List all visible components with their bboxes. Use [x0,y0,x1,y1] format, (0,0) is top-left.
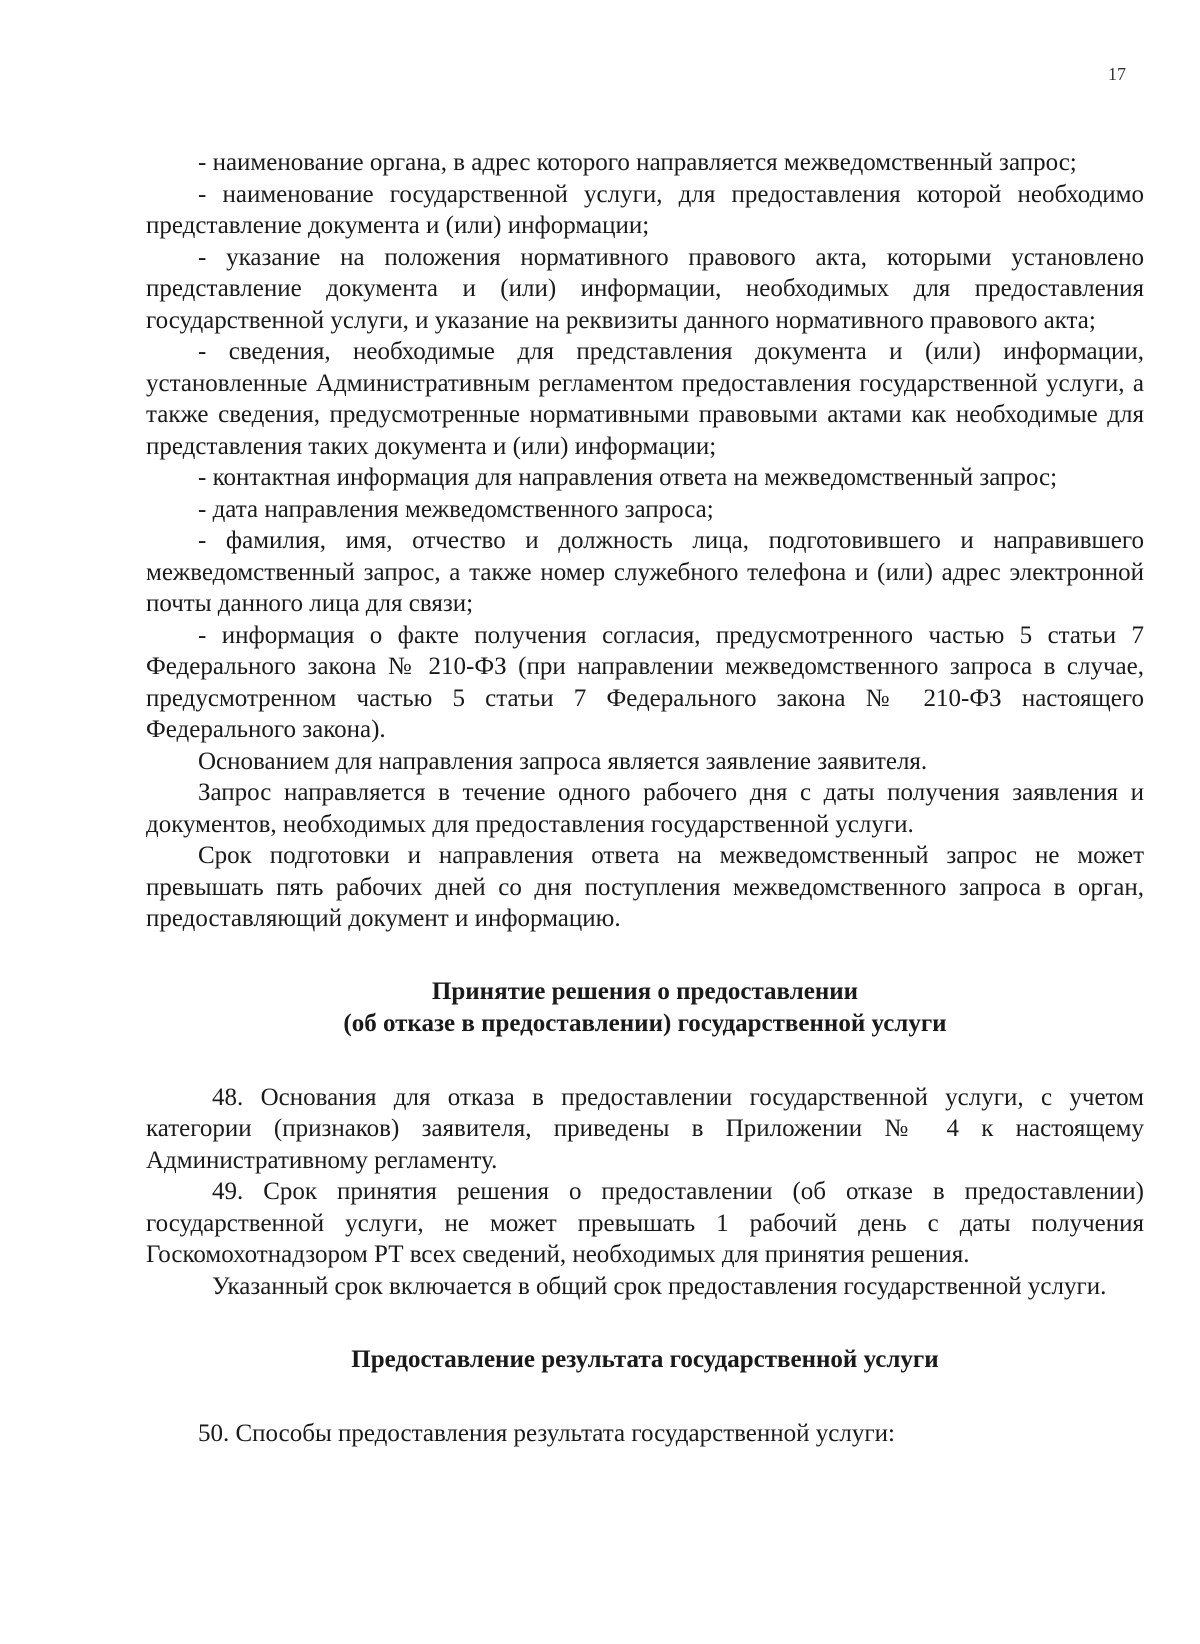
list-item: - наименование органа, в адрес которого направляется межведомственный запрос; [198,149,1077,176]
list-item: - дата направления межведомственного запроса; [198,495,714,523]
list-item: - фамилия, имя, отчество и должность лица, подготовившего и направившего межведомственный запрос, а также номер служебного телефона и (или) адрес электронной почты данного лица для связи; [146,527,1144,617]
list-item: - контактная информация для направления ответа на межведомственный запрос; [198,464,1058,491]
page-number: 17 [1108,64,1126,84]
list-item: - сведения, необходимые для представления документа и (или) информации, установленные Административным регламентом предоставления государственной услуги, а также сведения, предусмотренные нормативными правовыми актами как необходимые для представления таких документа и (или) информации; [146,338,1144,460]
paragraph-49: 49. Срок принятия решения о предоставлении (об отказе в предоставлении) государственной услуги, не может превышать 1 рабочий день с даты получения Госкомохотнадзором РТ всех сведений, необходимых для принятия решения. [146,1178,1144,1268]
section-heading-line: (об отказе в предоставлении) государственной услуги [343,1009,947,1037]
paragraph-48: 48. Основания для отказа в предоставлении государственной услуги, с учетом категории (признаков) заявителя, приведены в Приложении № 4 к настоящему Административному регламенту. [146,1083,1144,1174]
paragraph: Запрос направляется в течение одного рабочего дня с даты получения заявления и документов, необходимых для предоставления государственной услуги. [146,779,1144,838]
list-item: - наименование государственной услуги, для предоставления которой необходимо представление документа и (или) информации; [146,180,1144,239]
list-item: - информация о факте получения согласия, предусмотренного частью 5 статьи 7 Федерального закона № 210-ФЗ (при направлении межведомственного запроса в случае, предусмотренном частью 5 статьи 7 Федерального закона № 210-ФЗ настоящего Федерального закона). [146,621,1144,743]
paragraph: Основанием для направления запроса является заявление заявителя. [198,747,928,775]
list-item: - указание на положения нормативного правового акта, которыми установлено представление документа и (или) информации, необходимых для предоставления государственной услуги, и указание на реквизиты данного нормативного правового акта; [146,243,1144,334]
paragraph: Указанный срок включается в общий срок предоставления государственной услуги. [212,1272,1107,1300]
request-contents-list [146,147,1144,746]
paragraph: Срок подготовки и направления ответа на межведомственный запрос не может превышать пять рабочих дней со дня поступления межведомственного запроса в орган, предоставляющий документ и информацию. [146,842,1144,932]
paragraph-50: 50. Способы предоставления результата государственной услуги: [198,1420,895,1447]
section-heading: Предоставление результата государственной услуги [351,1346,939,1373]
document-body [146,147,1144,1450]
section-heading-line: Принятие решения о предоставлении [431,977,859,1005]
